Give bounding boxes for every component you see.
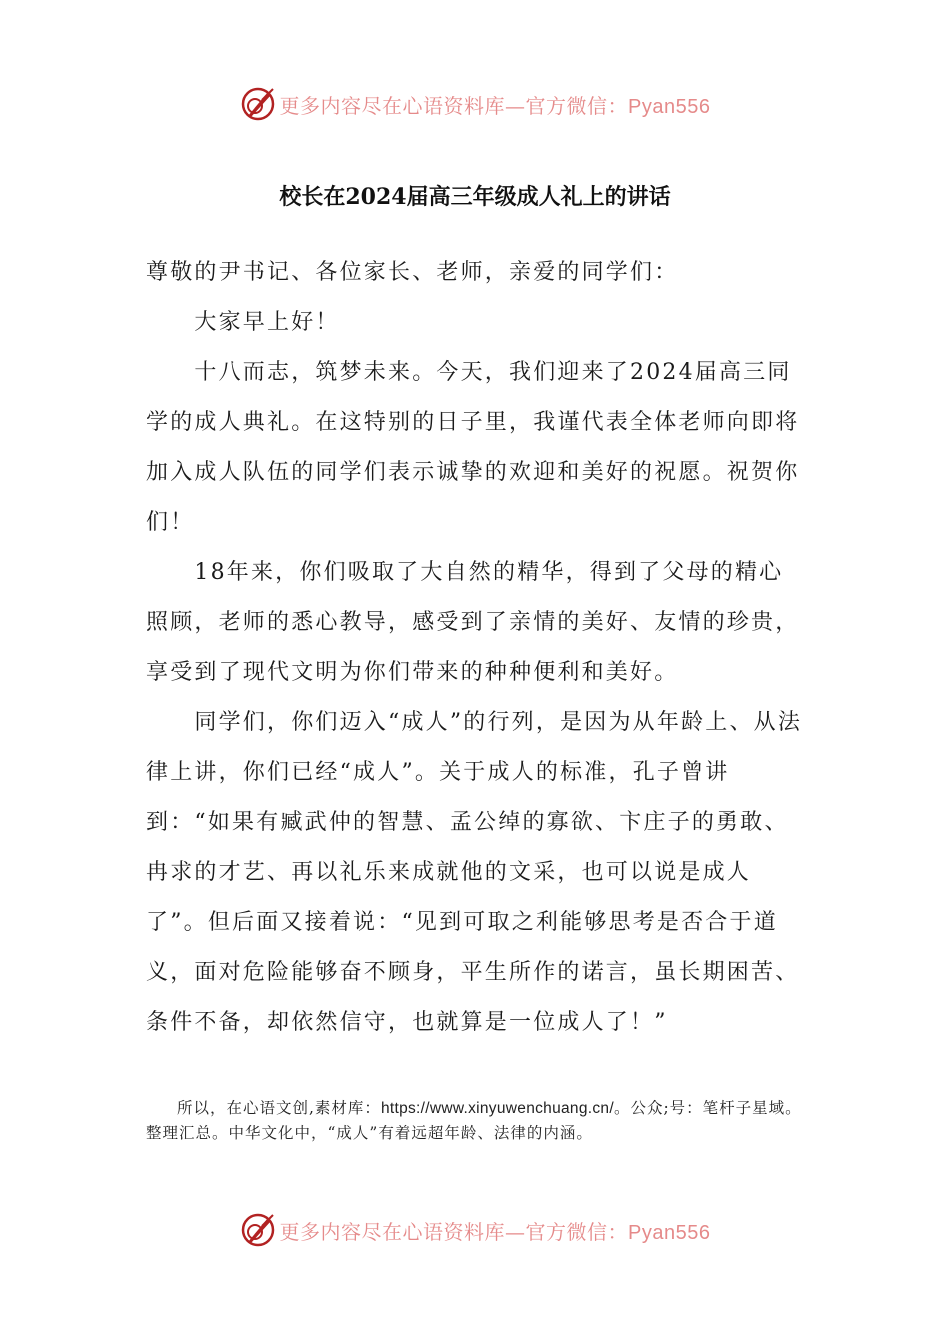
quill-logo-icon xyxy=(240,1212,276,1248)
paragraph: 18年来，你们吸取了大自然的精华，得到了父母的精心照顾，老师的悉心教导，感受到了亲情的美好、友情的珍贵，享受到了现代文明为你们带来的种种便利和美好。 xyxy=(146,560,800,685)
paragraph: 大家早上好！ xyxy=(194,310,340,335)
wechat-id: Pyan556 xyxy=(628,1221,711,1244)
paragraph: 十八而志，筑梦未来。今天，我们迎来了2024届高三同学的成人典礼。在这特别的日子里，我谨代表全体老师向即将加入成人队伍的同学们表示诚挚的欢迎和美好的祝愿。祝贺你们！ xyxy=(146,360,800,535)
paragraph: 同学们，你们迈入“成人”的行列，是因为从年龄上、从法律上讲，你们已经“成人”。关于成人的标准，孔子曾讲到：“如果有臧武仲的智慧、孟公绰的寡欲、卞庄子的勇敢、冉求的才艺、再以礼乐来成就他的文采，也可以说是成人了”。但后面又接着说：“见到可取之利能够思考是否合于道义，面对危险能够奋不顾身，平生所作的诺言，虽长期困苦、条件不备，却依然信守，也就算是一位成人了！” xyxy=(146,710,803,1035)
page-title: 校长在2024届高三年级成人礼上的讲话 xyxy=(279,184,671,210)
footer-banner xyxy=(0,1208,950,1252)
speech-body xyxy=(146,248,806,1048)
quill-logo-icon xyxy=(240,86,276,122)
banner-text: 更多内容尽在心语资料库—官方微信：Pyan556 xyxy=(279,1219,711,1244)
wechat-id: Pyan556 xyxy=(628,95,711,118)
header-banner xyxy=(0,82,950,126)
banner-text: 更多内容尽在心语资料库—官方微信：Pyan556 xyxy=(279,93,711,118)
footnote: 所以，在心语文创,素材库：https://www.xinyuwenchuang.cn/。公众;号：笔杆子星域。整理汇总。中华文化中，“成人”有着远超年龄、法律的内涵。 xyxy=(146,1099,802,1142)
salutation: 尊敬的尹书记、各位家长、老师，亲爱的同学们： xyxy=(146,260,679,285)
footnote-url[interactable]: https://www.xinyuwenchuang.cn/ xyxy=(380,1100,614,1117)
